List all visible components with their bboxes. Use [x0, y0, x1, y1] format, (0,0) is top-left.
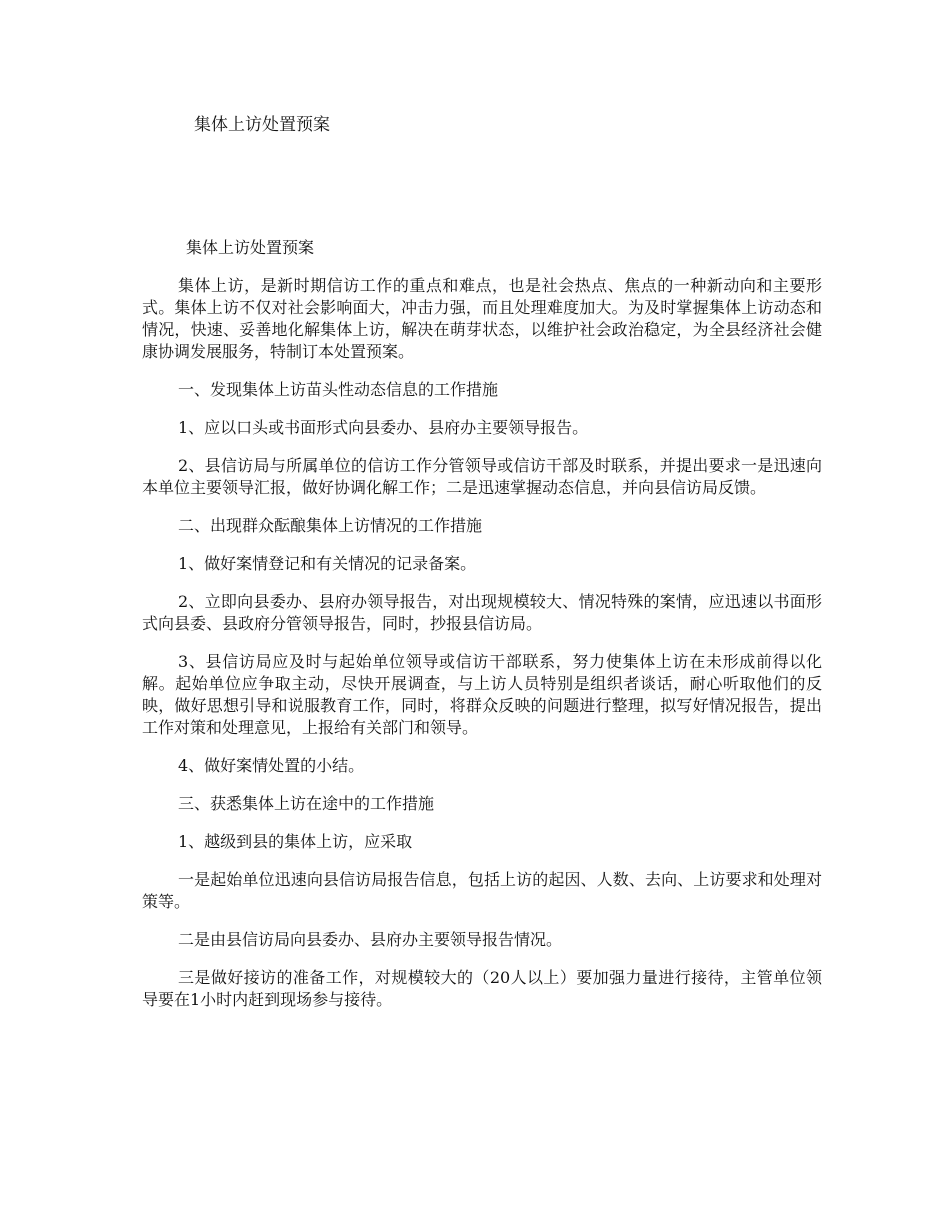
section-heading-3: 三、获悉集体上访在途中的工作措施: [178, 794, 435, 813]
section-1-item-2: 2、县信访局与所属单位的信访工作分管领导或信访干部及时联系，并提出要求一是迅速向本单位主要领导汇报，做好协调化解工作；二是迅速掌握动态信息，并向县信访局反馈。: [142, 456, 822, 497]
section-2-item-4: 4、做好案情处置的小结。: [178, 756, 365, 775]
section-3-point-1: 一是起始单位迅速向县信访局报告信息，包括上访的起因、人数、去向、上访要求和处理对策等。: [142, 870, 822, 911]
section-3-point-3: 三是做好接访的准备工作，对规模较大的（20人以上）要加强力量进行接待，主管单位领导要在1小时内赶到现场参与接待。: [142, 968, 822, 1009]
section-2-item-3: 3、县信访局应及时与起始单位领导或信访干部联系，努力使集体上访在未形成前得以化解。起始单位应争取主动，尽快开展调查，与上访人员特别是组织者谈话，耐心听取他们的反映，做好思想引导和说服教育工作，同时，将群众反映的问题进行整理，拟写好情况报告，提出工作对策和处理意见，上报给有关部门和领导。: [142, 652, 822, 737]
document-subtitle: 集体上访处置预案: [186, 238, 315, 257]
section-heading-1: 一、发现集体上访苗头性动态信息的工作措施: [178, 380, 499, 399]
section-3-item-1: 1、越级到县的集体上访，应采取: [178, 832, 413, 851]
document-body: [142, 237, 822, 1027]
section-1-item-1: 1、应以口头或书面形式向县委办、县府办主要领导报告。: [178, 418, 589, 437]
section-2-item-1: 1、做好案情登记和有关情况的记录备案。: [178, 554, 477, 573]
section-heading-2: 二、出现群众酝酿集体上访情况的工作措施: [178, 516, 483, 535]
section-2-item-2: 2、立即向县委办、县府办领导报告，对出现规模较大、情况特殊的案情，应迅速以书面形式向县委、县政府分管领导报告，同时，抄报县信访局。: [142, 592, 822, 633]
document-title: 集体上访处置预案: [194, 115, 330, 135]
section-3-point-2: 二是由县信访局向县委办、县府办主要领导报告情况。: [178, 930, 563, 949]
intro-paragraph: 集体上访，是新时期信访工作的重点和难点，也是社会热点、焦点的一种新动向和主要形式。集体上访不仅对社会影响面大，冲击力强，而且处理难度加大。为及时掌握集体上访动态和情况，快速、妥善地化解集体上访，解决在萌芽状态，以维护社会政治稳定，为全县经济社会健康协调发展服务，特制订本处置预案。: [142, 276, 822, 361]
